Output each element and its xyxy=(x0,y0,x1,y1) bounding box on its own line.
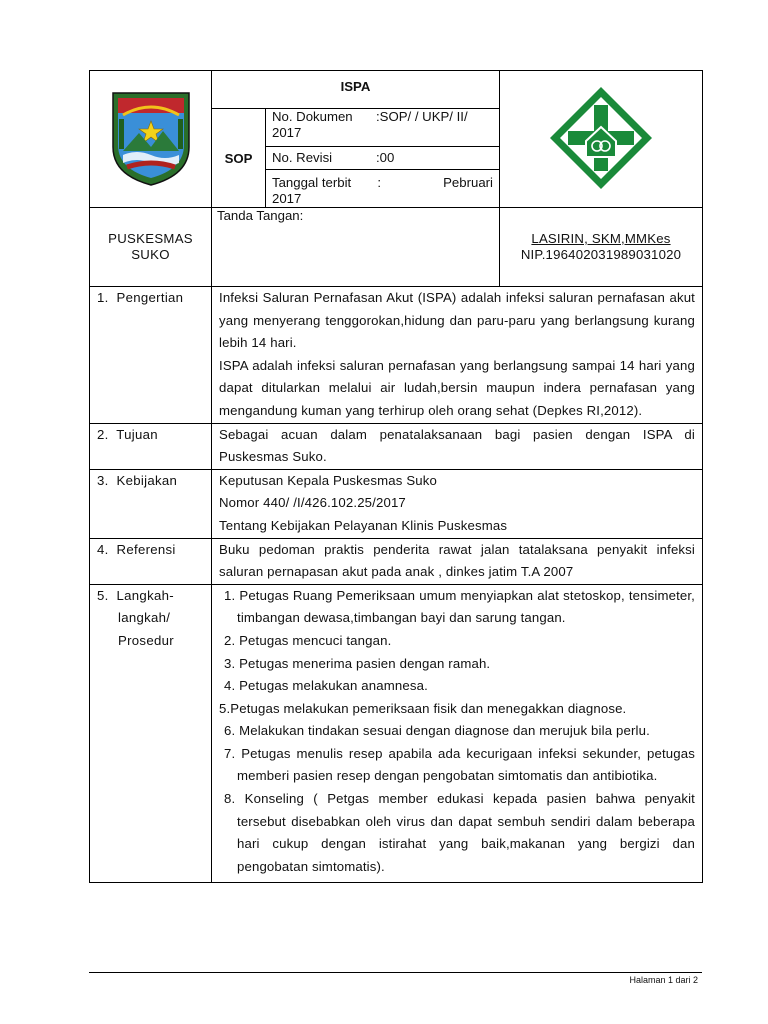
kebijakan-line-1: Keputusan Kepala Puskesmas Suko xyxy=(219,472,437,488)
procedure-step: 8. Konseling ( Petgas member edukasi kepada pasien bahwa penyakit tersebut disebabkan oleh virus dan dapat sembuh sendiri dalam beberapa hari cukup dengan istirahat yang baik,makanan yang bergizi dan pengobatan simtomatis). xyxy=(224,791,695,874)
kebijakan-line-3: Tentang Kebijakan Pelayanan Klinis Puskesmas xyxy=(219,517,508,533)
prosedur-label-3: Prosedur xyxy=(118,632,174,648)
sop-document xyxy=(89,70,702,883)
org-line-1: PUSKESMAS xyxy=(108,231,193,246)
date-label: Tanggal terbit xyxy=(272,175,352,190)
prosedur-label-1: 5. Langkah- xyxy=(97,587,174,603)
signature-box xyxy=(212,208,500,287)
signer-info xyxy=(500,208,703,287)
kebijakan-line-2: Nomor 440/ /I/426.102.25/2017 xyxy=(219,495,406,511)
prosedur-label-2: langkah/ xyxy=(118,610,171,626)
section-label-referensi: 4. Referensi xyxy=(90,538,212,584)
revision-label: No. Revisi xyxy=(272,150,333,165)
section-body-tujuan: Sebagai acuan dalam penatalaksanaan bagi pasien dengan ISPA di Puskesmas Suko. xyxy=(212,423,703,469)
issue-date xyxy=(266,170,500,208)
pengertian-paragraph-1: Infeksi Saluran Pernafasan Akut (ISPA) adalah infeksi saluran pernafasan akut yang menyerang tenggorokan,hidung dan paru-paru yang berlangsung kurang lebih 14 hari. xyxy=(219,290,695,351)
revision-value: :00 xyxy=(376,150,395,165)
sop-table xyxy=(89,70,703,883)
sop-label: SOP xyxy=(212,109,266,208)
signer-nip: NIP.196402031989031020 xyxy=(520,247,682,262)
regency-crest-logo xyxy=(90,71,212,208)
signature-label: Tanda Tangan: xyxy=(217,208,304,223)
doc-no-year: 2017 xyxy=(272,125,302,140)
document-number xyxy=(266,109,500,147)
section-label-pengertian: 1. Pengertian xyxy=(90,287,212,424)
footer-divider xyxy=(89,972,702,973)
section-body-kebijakan xyxy=(212,469,703,538)
document-title: ISPA xyxy=(212,71,500,109)
procedure-step: 4. Petugas melakukan anamnesa. xyxy=(224,678,428,694)
date-colon: : xyxy=(377,175,381,190)
crest-icon xyxy=(109,89,193,187)
procedure-step: 1. Petugas Ruang Pemeriksaan umum menyiapkan alat stetoskop, tensimeter, timbangan dewasa,timbangan bayi dan sarung tangan. xyxy=(224,587,695,626)
page-number: Halaman 1 dari 2 xyxy=(629,975,698,985)
procedure-step: 7. Petugas menulis resep apabila ada kecurigaan infeksi sekunder, petugas memberi pasien resep dengan pengobatan simtomatis dan antibiotika. xyxy=(224,745,695,784)
section-body-referensi: Buku pedoman praktis penderita rawat jalan tatalaksana penyakit infeksi saluran pernapasan akut pada anak , dinkes jatim T.A 2007 xyxy=(212,538,703,584)
pengertian-paragraph-2: ISPA adalah infeksi saluran pernafasan yang berlangsung sampai 14 hari yang dapat ditularkan melalui air ludah,bersin maupun indera pernafasan yang mengandung kuman yang terhirup oleh orang sehat (Depkes RI,2012). xyxy=(219,357,695,418)
procedure-step: 3. Petugas menerima pasien dengan ramah. xyxy=(224,655,491,671)
section-label-kebijakan: 3. Kebijakan xyxy=(90,469,212,538)
green-cross-icon xyxy=(546,83,656,193)
procedure-step: 5.Petugas melakukan pemeriksaan fisik dan menegakkan diagnose. xyxy=(219,700,627,716)
procedure-step: 2. Petugas mencuci tangan. xyxy=(224,632,392,648)
section-body-prosedur xyxy=(212,584,703,883)
date-year: 2017 xyxy=(272,191,302,206)
revision-number xyxy=(266,147,500,170)
section-body-pengertian xyxy=(212,287,703,424)
section-label-tujuan: 2. Tujuan xyxy=(90,423,212,469)
date-month: Pebruari xyxy=(443,175,493,190)
org-line-2: SUKO xyxy=(131,247,170,262)
signer-name: LASIRIN, SKM,MMKes xyxy=(531,231,671,246)
procedure-step: 6. Melakukan tindakan sesuai dengan diagnose dan merujuk bila perlu. xyxy=(224,723,650,739)
puskesmas-green-cross-logo xyxy=(500,71,703,208)
organization-name xyxy=(90,208,212,287)
doc-no-value: :SOP/ / UKP/ II/ xyxy=(376,109,468,124)
doc-no-label: No. Dokumen xyxy=(272,109,353,124)
section-label-prosedur xyxy=(90,584,212,883)
